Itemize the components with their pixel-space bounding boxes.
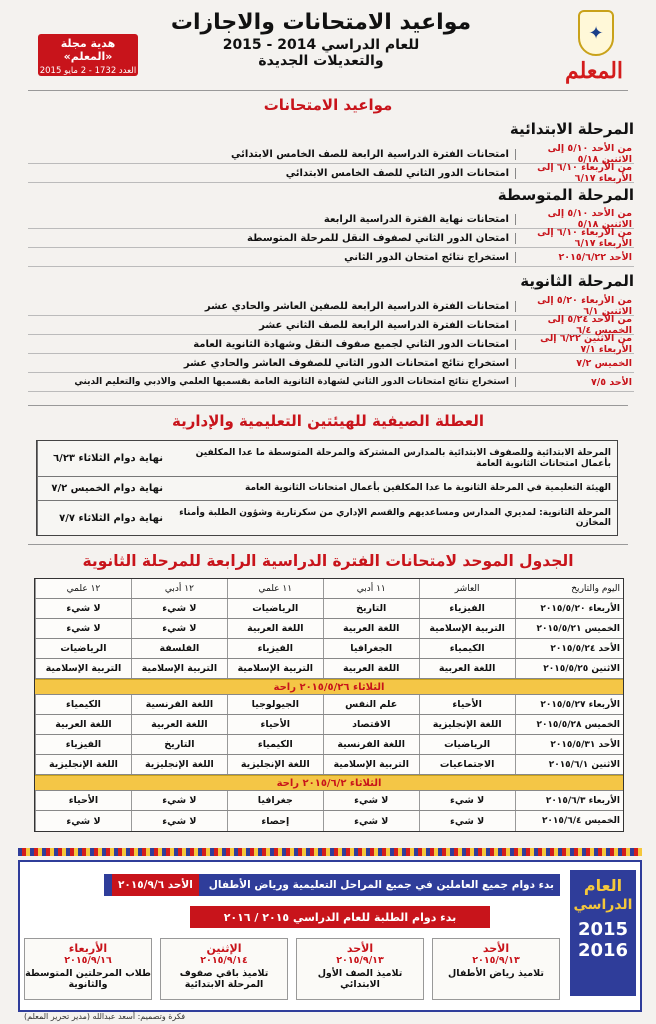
table-row	[35, 755, 623, 775]
table-cell: اللغة العربية	[323, 619, 419, 638]
row-date: الأحد ٧/٥	[590, 376, 632, 388]
table-cell: الأحد ٢٠١٥/٥/٣١	[515, 735, 623, 754]
card-desc: تلاميذ باقي صفوف المرحلة الابتدائية	[179, 968, 269, 990]
schedule-block-1	[35, 599, 623, 679]
holiday-title: العطلة الصيفية للهيئتين التعليمية والإدارية	[171, 412, 485, 430]
row-date: الأحد ٢٠١٥/٦/٢٢	[558, 251, 632, 263]
table-cell: اللغة الإنجليزية	[131, 755, 227, 774]
schedule-block-2	[35, 695, 623, 775]
table-cell: الكيمياء	[227, 735, 323, 754]
card-day: الأحد	[482, 942, 510, 955]
table-cell: الكيمياء	[35, 695, 131, 714]
table-cell: التاريخ	[131, 735, 227, 754]
card-date: ٢٠١٥/٩/١٤	[200, 955, 248, 966]
table-cell: اللغة العربية	[419, 659, 515, 678]
schedule-title: الجدول الموحد لامتحانات الفترة الدراسية الرابعة للمرحلة الثانوية	[82, 552, 574, 570]
gift-line-2: العدد 1732 - 2 مايو 2015	[39, 66, 137, 76]
card-day: الأربعاء	[68, 942, 108, 955]
row-desc: امتحانات الدور الثاني لجميع صفوف النقل وشهادة الثانوية العامة	[28, 339, 516, 350]
table-row	[35, 811, 623, 831]
table-row	[35, 791, 623, 811]
table-cell: الاثنين ٢٠١٥/٦/١	[515, 755, 623, 774]
table-cell: الأربعاء ٢٠١٥/٥/٢٠	[515, 599, 623, 618]
gift-line-1: هدية مجلة «المعلم»	[60, 37, 116, 63]
row-date: من الأربعاء ٦/١٠ إلى الأربعاء ٦/١٧	[537, 227, 632, 249]
row-desc: استخراج نتائج امتحانات الدور الثاني لشهادة الثانوية العامة بقسميها العلمي والأدبي والتعليم الديني	[28, 377, 516, 387]
year-1: 2015	[577, 919, 629, 940]
stage-intermediate-label: المرحلة المتوسطة	[497, 186, 634, 204]
stage-secondary-label: المرحلة الثانوية	[520, 272, 634, 290]
page-title: مواعيد الامتحانات والاجازات	[170, 10, 472, 35]
holiday-desc: المرحلة الثانوية: لمديري المدارس ومساعديهم والقسم الإداري من سكرتارية وشؤون الطلبة وأمناء المخازن	[179, 507, 611, 528]
table-cell: لا شيء	[35, 811, 131, 831]
holiday-date: نهاية دوام الثلاثاء ٧/٧	[37, 501, 167, 535]
row-desc: امتحانات الفترة الدراسية الرابعة للصف الثاني عشر	[28, 320, 516, 331]
rest-day-banner: الثلاثاء ٢٠١٥/٥/٢٦ راحة	[35, 679, 623, 695]
table-cell: لا شيء	[131, 811, 227, 831]
table-cell: اللغة الإنجليزية	[35, 755, 131, 774]
table-cell: الفيزياء	[35, 735, 131, 754]
row-desc: استخراج نتائج امتحان الدور الثاني	[28, 252, 516, 263]
table-cell: جغرافيا	[227, 791, 323, 810]
table-cell: اللغة الإنجليزية	[227, 755, 323, 774]
table-cell: لا شيء	[131, 791, 227, 810]
staff-start-text: بدء دوام جميع العاملين في جميع المراحل التعليمية ورياض الأطفال	[208, 879, 554, 891]
header-titles	[156, 10, 486, 69]
table-cell: لا شيء	[35, 599, 131, 618]
table-cell: الاجتماعيات	[419, 755, 515, 774]
table-cell: اللغة العربية	[35, 715, 131, 734]
table-cell: الجيولوجيا	[227, 695, 323, 714]
gift-badge	[38, 34, 138, 76]
table-cell: الجغرافيا	[323, 639, 419, 658]
table-cell: الفيزياء	[419, 599, 515, 618]
table-row	[35, 639, 623, 659]
table-cell: الفيزياء	[227, 639, 323, 658]
table-cell: التربية الإسلامية	[35, 659, 131, 678]
table-cell: الفلسفة	[131, 639, 227, 658]
holiday-desc: الهيئة التعليمية في المرحلة الثانوية ما عدا المكلفين بأعمال امتحانات الثانوية العامة	[245, 483, 611, 494]
table-cell: الأحياء	[419, 695, 515, 714]
header-cell: ١٢ أدبي	[131, 579, 227, 598]
student-start-cards	[24, 938, 560, 1000]
table-cell: لا شيء	[419, 791, 515, 810]
holiday-date: نهاية دوام الخميس ٧/٢	[37, 477, 167, 500]
table-cell: التربية الإسلامية	[131, 659, 227, 678]
design-credit: فكرة وتصميم: أسعد عبدالله (مدير تحرير المعلم)	[24, 1012, 186, 1021]
table-cell: الأحياء	[227, 715, 323, 734]
header-cell: ١٢ علمي	[35, 579, 131, 598]
table-cell: التاريخ	[323, 599, 419, 618]
header-cell: ١١ أدبي	[323, 579, 419, 598]
schedule-table	[34, 578, 624, 832]
table-row	[35, 715, 623, 735]
card-day: الإثنين	[206, 942, 242, 955]
table-cell: لا شيء	[323, 791, 419, 810]
holiday-row	[37, 441, 617, 477]
divider	[28, 90, 628, 91]
row-desc: امتحانات الفترة الدراسية الرابعة للصف الخامس الابتدائي	[28, 149, 516, 160]
table-cell: لا شيء	[323, 811, 419, 831]
row-date: من الأحد ٥/١٠ إلى الاثنين ٥/١٨	[547, 143, 632, 165]
table-cell: علم النفس	[323, 695, 419, 714]
secondary-rows	[28, 297, 634, 392]
card-date: ٢٠١٥/٩/١٣	[472, 955, 520, 966]
table-cell: التربية الإسلامية	[323, 755, 419, 774]
table-row	[35, 619, 623, 639]
staff-start-banner	[104, 874, 560, 896]
year-label-1: العام	[583, 876, 623, 895]
divider	[28, 405, 628, 406]
table-cell: الخميس ٢٠١٥/٥/٢١	[515, 619, 623, 638]
row-desc: امتحان الدور الثاني لصفوف النقل للمرحلة المتوسطة	[28, 233, 516, 244]
card-date: ٢٠١٥/٩/١٣	[336, 955, 384, 966]
staff-start-date: الأحد ٢٠١٥/٩/٦	[112, 874, 199, 896]
divider	[28, 544, 628, 545]
table-cell: لا شيء	[35, 619, 131, 638]
intermediate-rows	[28, 210, 634, 267]
table-row	[28, 248, 634, 267]
table-cell: إحصاء	[227, 811, 323, 831]
table-cell: اللغة العربية	[131, 715, 227, 734]
stage-primary-label: المرحلة الابتدائية	[509, 120, 634, 138]
holiday-box	[36, 440, 618, 536]
row-date: الخميس ٧/٢	[576, 357, 632, 369]
table-cell: الأحياء	[35, 791, 131, 810]
table-header-row	[35, 579, 623, 599]
table-cell: التربية الإسلامية	[227, 659, 323, 678]
row-date: من الأحد ٥/٢٤ إلى الخميس ٦/٤	[547, 314, 632, 336]
year-2: 2016	[577, 940, 629, 961]
header-cell: ١١ علمي	[227, 579, 323, 598]
card-desc: تلاميذ رياض الأطفال	[448, 968, 544, 979]
start-card	[160, 938, 288, 1000]
table-cell: اللغة الإنجليزية	[419, 715, 515, 734]
table-row	[35, 659, 623, 679]
table-cell: الأربعاء ٢٠١٥/٥/٢٧	[515, 695, 623, 714]
table-row	[28, 229, 634, 248]
table-cell: الاثنين ٢٠١٥/٥/٢٥	[515, 659, 623, 678]
schedule-block-3	[35, 791, 623, 831]
row-date: من الاثنين ٦/٢٢ إلى الأربعاء ٧/١	[540, 333, 632, 355]
table-row	[35, 695, 623, 715]
header	[20, 6, 636, 90]
card-date: ٢٠١٥/٩/١٦	[64, 955, 112, 966]
table-cell: الأربعاء ٢٠١٥/٦/٣	[515, 791, 623, 810]
lamp-emblem-icon: ✦	[578, 10, 614, 56]
table-cell: لا شيء	[131, 619, 227, 638]
year-label-2: الدراسي	[573, 897, 633, 913]
table-cell: اللغة الفرنسية	[131, 695, 227, 714]
rest-day-banner: الثلاثاء ٢٠١٥/٦/٢ راحة	[35, 775, 623, 791]
table-cell: اللغة العربية	[227, 619, 323, 638]
page-subtitle: للعام الدراسي 2014 - 2015	[222, 37, 420, 53]
table-row	[28, 335, 634, 354]
row-desc: استخراج نتائج امتحانات الدور الثاني للصفوف العاشر والحادي عشر	[28, 358, 516, 369]
table-row	[35, 599, 623, 619]
card-desc: طلاب المرحلتين المتوسطة والثانوية	[25, 968, 151, 990]
card-desc: تلاميذ الصف الأول الابتدائي	[317, 968, 403, 990]
page-subtitle-2: والتعديلات الجديدة	[258, 53, 384, 69]
card-day: الأحد	[346, 942, 374, 955]
next-year-panel	[18, 860, 642, 1012]
holiday-date: نهاية دوام الثلاثاء ٦/٢٣	[37, 441, 167, 476]
row-date: من الأحد ٥/١٠ إلى الاثنين ٥/١٨	[547, 208, 632, 230]
row-desc: امتحانات الدور الثاني للصف الخامس الابتدائي	[28, 168, 516, 179]
table-cell: لا شيء	[131, 599, 227, 618]
holiday-row	[37, 477, 617, 501]
exams-title: مواعيد الامتحانات	[263, 96, 393, 114]
logo-name: المعلم	[564, 58, 624, 84]
table-row	[28, 354, 634, 373]
header-cell: اليوم والتاريخ	[515, 579, 623, 598]
header-cell: العاشر	[419, 579, 515, 598]
row-desc: امتحانات الفترة الدراسية الرابعة للصفين العاشر والحادي عشر	[28, 301, 516, 312]
table-cell: لا شيء	[419, 811, 515, 831]
table-cell: الخميس ٢٠١٥/٥/٢٨	[515, 715, 623, 734]
start-card	[296, 938, 424, 1000]
holiday-row	[37, 501, 617, 535]
table-cell: الاقتصاد	[323, 715, 419, 734]
table-cell: الرياضيات	[35, 639, 131, 658]
logo	[560, 10, 628, 84]
ornamental-border	[18, 848, 642, 856]
table-cell: الرياضيات	[227, 599, 323, 618]
table-cell: الأحد ٢٠١٥/٥/٢٤	[515, 639, 623, 658]
academic-year-box	[570, 870, 636, 996]
table-row	[28, 373, 634, 392]
primary-rows	[28, 145, 634, 183]
row-desc: امتحانات نهاية الفترة الدراسية الرابعة	[28, 214, 516, 225]
table-cell: الرياضيات	[419, 735, 515, 754]
students-start-title: بدء دوام الطلبة للعام الدراسي ٢٠١٥ / ٢٠١٦	[190, 906, 490, 928]
table-cell: التربية الإسلامية	[419, 619, 515, 638]
table-cell: الكيمياء	[419, 639, 515, 658]
table-cell: اللغة الفرنسية	[323, 735, 419, 754]
table-cell: اللغة العربية	[323, 659, 419, 678]
table-row	[28, 164, 634, 183]
start-card	[24, 938, 152, 1000]
row-date: من الأربعاء ٥/٢٠ إلى الاثنين ٦/١	[537, 295, 632, 317]
holiday-desc: المرحلة الابتدائية وللصفوف الابتدائية بالمدارس المشتركة والمرحلة المتوسطة ما عدا المكلفين بأعمال امتحانات الثانوية العامة	[195, 448, 611, 469]
row-date: من الأربعاء ٦/١٠ إلى الأربعاء ٦/١٧	[537, 162, 632, 184]
table-row	[35, 735, 623, 755]
table-cell: الخميس ٢٠١٥/٦/٤	[515, 811, 623, 831]
start-card	[432, 938, 560, 1000]
